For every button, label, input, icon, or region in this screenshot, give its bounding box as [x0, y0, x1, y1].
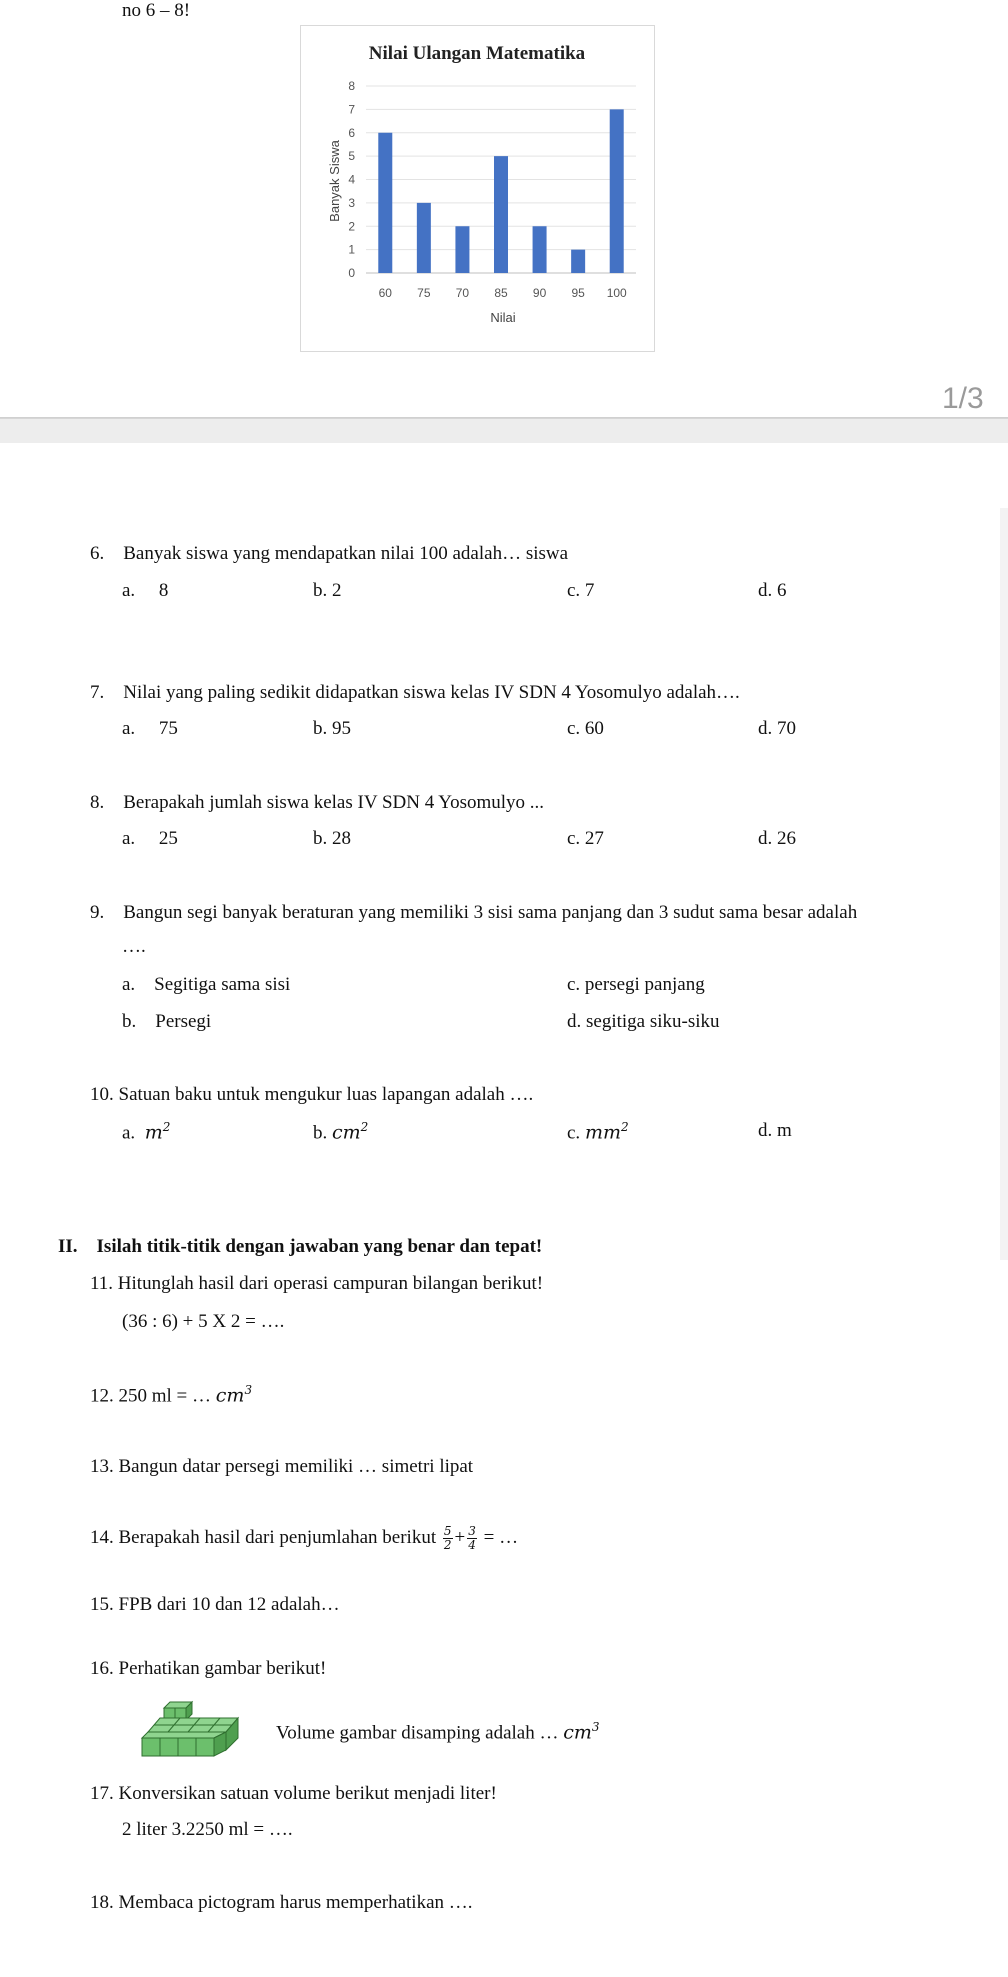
section-2-heading: II. Isilah titik-titik dengan jawaban yang benar dan tepat! [58, 1236, 543, 1257]
question-10: 10. Satuan baku untuk mengukur luas lapangan adalah …. [90, 1084, 534, 1105]
question-16-caption: Volume gambar disamping adalah … $cm^3$ [276, 1720, 600, 1744]
bar-chart [300, 25, 655, 352]
chart-y-tick: 6 [348, 125, 355, 140]
chart-y-tick: 3 [348, 195, 355, 210]
question-11: 11. Hitunglah hasil dari operasi campuran bilangan berikut! [90, 1273, 544, 1294]
q9-option-a: a. Segitiga sama sisi [122, 974, 291, 995]
q10-option-a: a. $m^2$ [122, 1120, 171, 1144]
question-18: 18. Membaca pictogram harus memperhatikan …. [90, 1892, 473, 1913]
q7-option-c: c. 60 [567, 718, 604, 739]
q7-option-b: b. 95 [313, 718, 351, 739]
question-14: 14. Berapakah hasil dari penjumlahan berikut $\frac{5}{2}$ + $\frac{3}{4}$ = … [90, 1524, 519, 1552]
page-indicator: 1/3 [942, 382, 984, 415]
question-16: 16. Perhatikan gambar berikut! [90, 1658, 327, 1679]
fraction-2: $\frac{3}{4}$ [468, 1524, 476, 1552]
question-12: 12. 250 ml = … $cm^3$ [90, 1383, 253, 1407]
q6-option-c: c. 7 [567, 580, 595, 601]
q9-option-b: b. Persegi [122, 1011, 212, 1032]
q9-option-d: d. segitiga siku-siku [567, 1011, 720, 1032]
fraction-1: $\frac{5}{2}$ [443, 1524, 452, 1552]
page-gap-bar [0, 418, 1008, 443]
q6-option-a: a. 8 [122, 580, 169, 601]
question-17-expression: 2 liter 3.2250 ml = …. [122, 1819, 293, 1840]
question-17: 17. Konversikan satuan volume berikut menjadi liter! [90, 1783, 497, 1804]
chart-y-tick: 7 [348, 102, 355, 117]
q10-option-b: b. $cm^2$ [313, 1120, 369, 1144]
chart-bar-85 [494, 156, 508, 273]
question-9-continuation: …. [122, 936, 146, 957]
chart-bar-60 [378, 133, 392, 273]
q8-option-a: a. 25 [122, 828, 178, 849]
chart-y-tick: 4 [348, 172, 355, 187]
chart-x-tick: 70 [455, 286, 470, 300]
question-15: 15. FPB dari 10 dan 12 adalah… [90, 1594, 340, 1615]
q7-option-a: a. 75 [122, 718, 178, 739]
scroll-edge [1000, 508, 1008, 1260]
chart-x-tick: 60 [378, 286, 392, 300]
chart-x-tick: 95 [571, 286, 585, 300]
chart-x-tick: 90 [532, 286, 547, 300]
q10-option-d: d. m [758, 1120, 792, 1141]
chart-title: Nilai Ulangan Matematika [368, 43, 586, 64]
cube-stack-figure [138, 1700, 258, 1774]
chart-bar-90 [533, 226, 547, 273]
chart-y-tick: 8 [348, 79, 355, 93]
question-6: 6. Banyak siswa yang mendapatkan nilai 100 adalah… siswa [90, 543, 569, 564]
q6-option-d: d. 6 [758, 580, 787, 601]
chart-y-tick: 0 [348, 266, 355, 280]
q8-option-c: c. 27 [567, 828, 604, 849]
question-9: 9. Bangun segi banyak beraturan yang memiliki 3 sisi sama panjang dan 3 sudut sama besar adalah [90, 902, 858, 923]
chart-x-tick: 85 [494, 286, 508, 300]
q10-option-c: c. $mm^2$ [567, 1120, 629, 1144]
q7-option-d: d. 70 [758, 718, 796, 739]
question-11-expression: (36 : 6) + 5 X 2 = …. [122, 1311, 285, 1332]
chart-bar-75 [417, 203, 431, 273]
chart-x-tick: 100 [606, 286, 627, 300]
chart-y-tick: 1 [348, 242, 355, 257]
question-8: 8. Berapakah jumlah siswa kelas IV SDN 4 Yosomulyo ... [90, 792, 545, 813]
question-7: 7. Nilai yang paling sedikit didapatkan siswa kelas IV SDN 4 Yosomulyo adalah…. [90, 682, 740, 703]
chart-y-label: Banyak Siswa [327, 140, 342, 222]
chart-svg [301, 26, 654, 351]
chart-x-label: Nilai [490, 310, 516, 325]
chart-bar-70 [455, 226, 469, 273]
chart-y-tick: 2 [348, 219, 355, 234]
chart-x-tick: 75 [417, 286, 431, 300]
header-text: no 6 – 8! [122, 0, 191, 21]
q6-option-b: b. 2 [313, 580, 342, 601]
chart-bar-95 [571, 250, 585, 273]
q9-option-c: c. persegi panjang [567, 974, 705, 995]
question-13: 13. Bangun datar persegi memiliki … simetri lipat [90, 1456, 474, 1477]
chart-bar-100 [610, 109, 624, 273]
chart-y-tick: 5 [348, 149, 355, 164]
q8-option-d: d. 26 [758, 828, 796, 849]
q8-option-b: b. 28 [313, 828, 351, 849]
